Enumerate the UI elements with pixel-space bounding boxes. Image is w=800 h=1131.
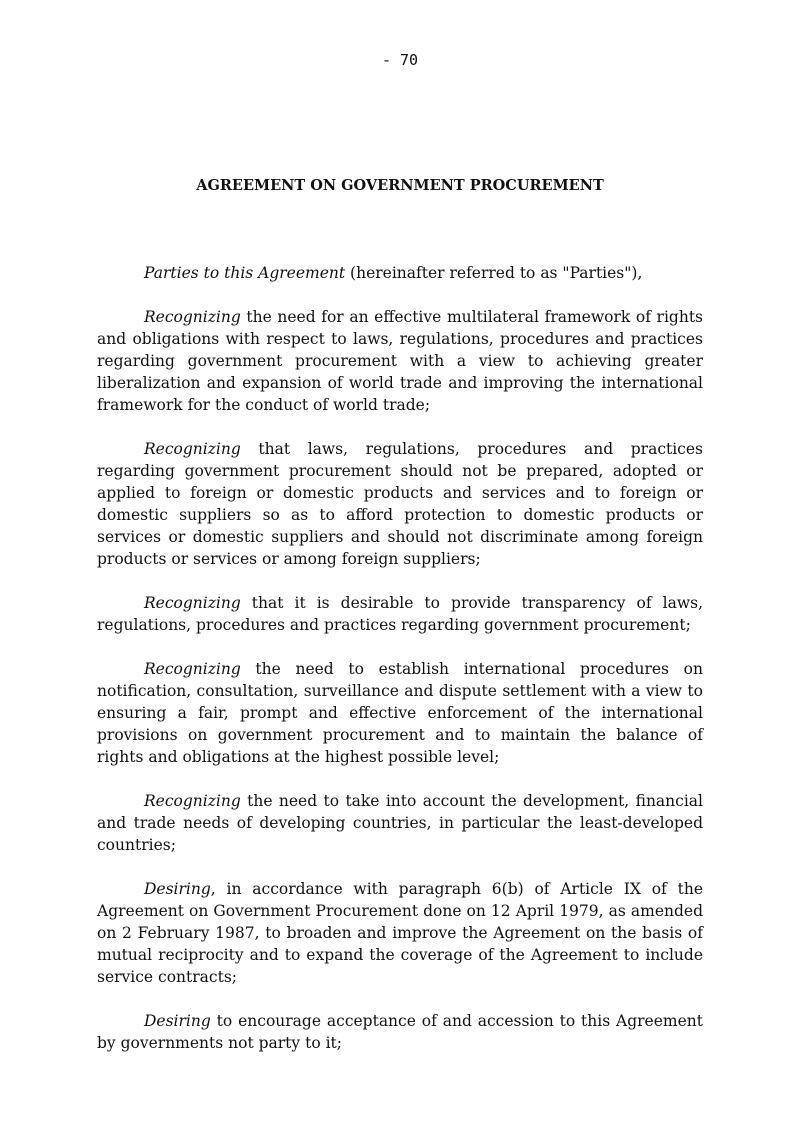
preamble-paragraph (97, 262, 703, 284)
paragraph-lead: Recognizing (144, 792, 241, 810)
preamble-paragraph (97, 878, 703, 988)
document-body (97, 262, 703, 1076)
paragraph-text: the need to take into account the development, financial and trade needs of developing countries, in particular the least-developed countries; (97, 792, 703, 854)
paragraph-lead: Recognizing (144, 440, 241, 458)
paragraph-lead: Recognizing (144, 660, 241, 678)
document-title: AGREEMENT ON GOVERNMENT PROCUREMENT (196, 177, 604, 194)
paragraph-text: to encourage acceptance of and accession to this Agreement by governments not party to it; (97, 1012, 703, 1052)
paragraph-lead: Parties to this Agreement (144, 264, 346, 282)
paragraph-lead: Recognizing (144, 594, 241, 612)
preamble-paragraph (97, 1010, 703, 1054)
paragraph-text: , in accordance with paragraph 6(b) of Article IX of the Agreement on Government Procurement done on 12 April 1979, as amended on 2 February 1987, to broaden and improve the Agreement on the basis of mutual reciprocity and to expand the coverage of the Agreement to include service contracts; (97, 880, 703, 986)
paragraph-text: that laws, regulations, procedures and practices regarding government procurement should not be prepared, adopted or applied to foreign or domestic products and services and to foreign or domestic suppliers so as to afford protection to domestic products or services or domestic suppliers and should not discriminate among foreign products or services or among foreign suppliers; (97, 440, 703, 568)
preamble-paragraph (97, 658, 703, 768)
paragraph-text: (hereinafter referred to as "Parties"), (345, 264, 643, 282)
preamble-paragraph (97, 790, 703, 856)
paragraph-text: the need to establish international procedures on notification, consultation, surveillance and dispute settlement with a view to ensuring a fair, prompt and effective enforcement of the international provisions on government procurement and to maintain the balance of rights and obligations at the highest possible level; (97, 660, 703, 766)
paragraph-lead: Desiring (144, 1012, 211, 1030)
preamble-paragraph (97, 306, 703, 416)
paragraph-text: that it is desirable to provide transparency of laws, regulations, procedures and practices regarding government procurement; (97, 594, 703, 634)
preamble-paragraph (97, 592, 703, 636)
paragraph-text: the need for an effective multilateral framework of rights and obligations with respect to laws, regulations, procedures and practices regarding government procurement with a view to achieving greater liberalization and expansion of world trade and improving the international framework for the conduct of world trade; (97, 308, 703, 414)
paragraph-lead: Recognizing (144, 308, 241, 326)
page-number: - 70 (381, 51, 419, 69)
paragraph-lead: Desiring (144, 880, 211, 898)
preamble-paragraph (97, 438, 703, 570)
